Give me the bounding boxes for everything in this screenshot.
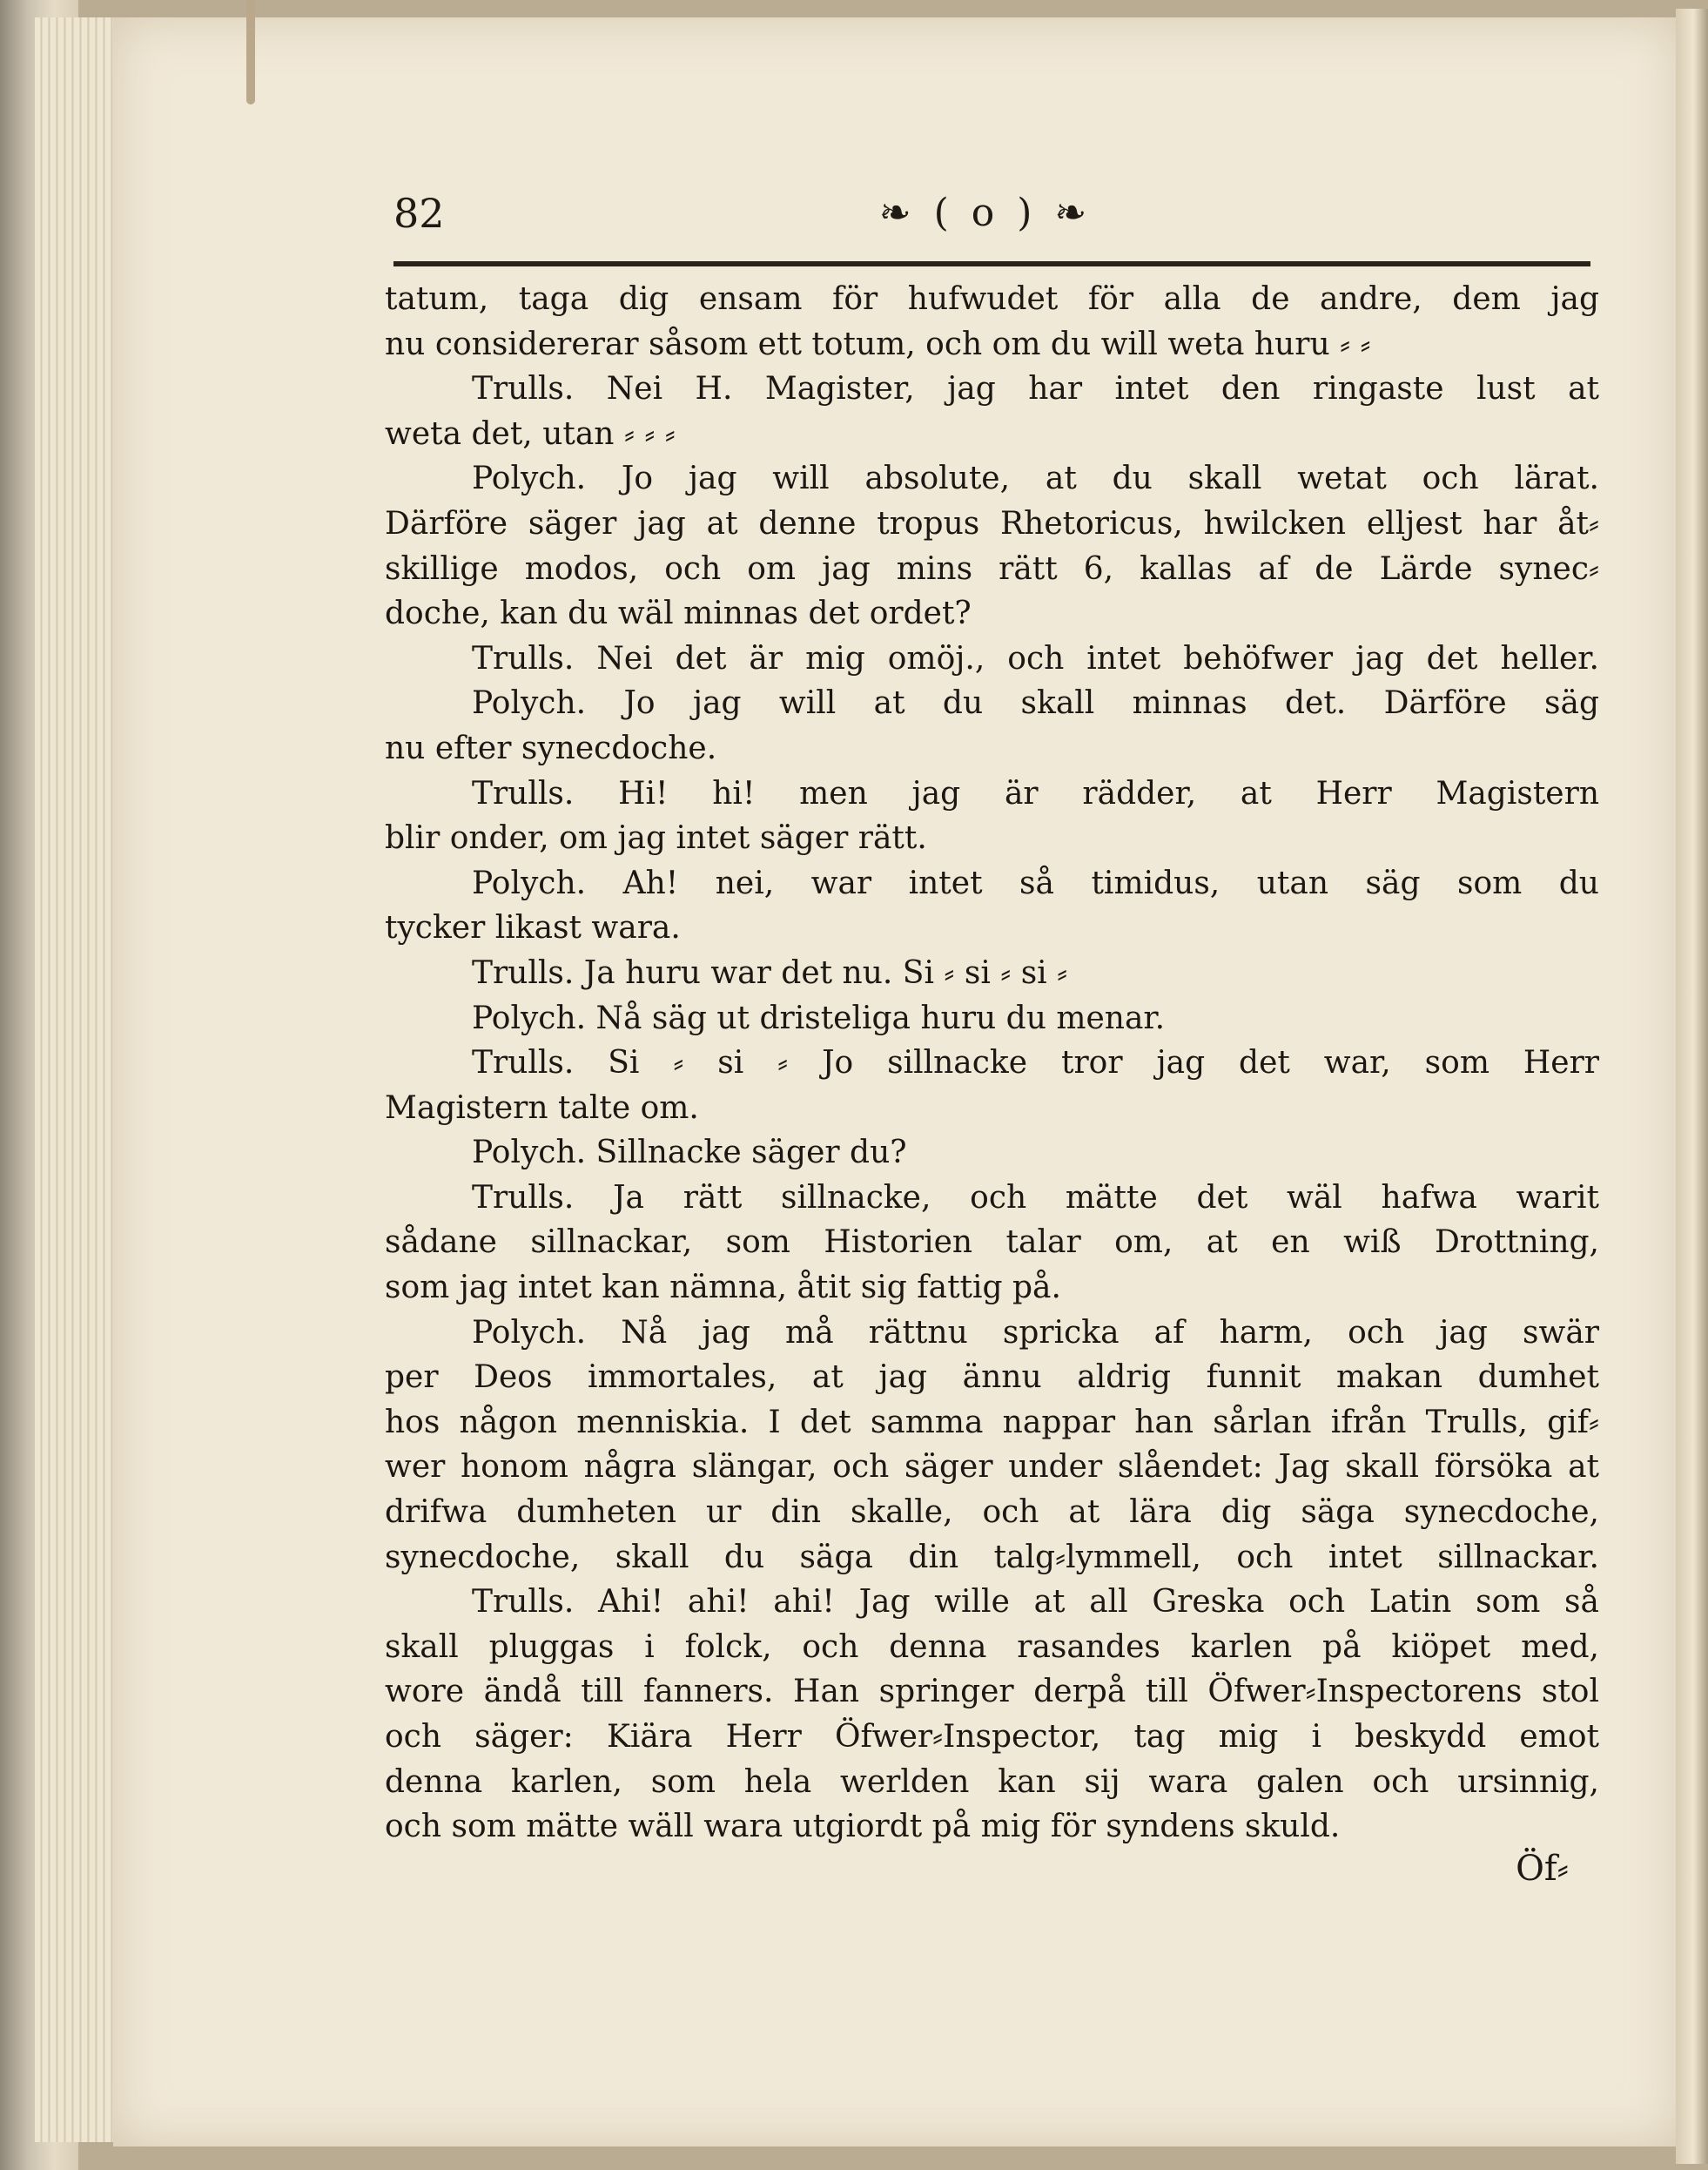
page-right-edge xyxy=(1676,9,1708,2164)
text-line: sådane sillnackar, som Historien talar om, at en wiß Drottning, xyxy=(385,1224,1599,1261)
text-line: per Deos immortales, at jag ännu aldrig funnit makan dumhet xyxy=(385,1359,1599,1396)
text-line: doche, kan du wäl minnas det ordet? xyxy=(385,596,972,632)
page-edges xyxy=(35,17,118,2142)
text-line: och säger: Kiära Herr Öfwer⸗Inspector, tag mig i beskydd emot xyxy=(385,1719,1599,1755)
text-line: drifwa dumheten ur din skalle, och at lära dig säga synecdoche, xyxy=(385,1494,1599,1531)
text-line: tycker likast wara. xyxy=(385,910,681,947)
page-number: 82 xyxy=(393,190,445,237)
text-line: Trulls. Ja rätt sillnacke, och mätte det wäl hafwa warit xyxy=(472,1179,1599,1216)
page-text xyxy=(385,277,1599,1850)
text-line: wore ändå till fanners. Han springer derpå till Öfwer⸗Inspectorens stol xyxy=(385,1674,1599,1710)
text-line: som jag intet kan nämna, åtit sig fattig på. xyxy=(385,1270,1061,1306)
text-line: nu efter synecdoche. xyxy=(385,730,717,766)
text-line: och som mätte wäll wara utgiordt på mig för syndens skuld. xyxy=(385,1809,1341,1845)
text-line: weta det, utan ⸗ ⸗ ⸗ xyxy=(385,415,676,452)
text-line: nu considererar såsom ett totum, och om du will weta huru ⸗ ⸗ xyxy=(385,326,1371,362)
text-line: tatum, taga dig ensam för hufwudet för alla de andre, dem jag xyxy=(385,281,1599,317)
text-line: Trulls. Nei det är mig omöj., och intet behöfwer jag det heller. xyxy=(472,640,1599,677)
text-line: wer honom några slängar, och säger under slåendet: Jag skall försöka at xyxy=(385,1449,1599,1486)
text-line: blir onder, om jag intet säger rätt. xyxy=(385,820,927,857)
text-line: Därföre säger jag at denne tropus Rhetoricus, hwilcken elljest har åt⸗ xyxy=(385,505,1599,542)
text-line: Polych. Jo jag will at du skall minnas det. Därföre säg xyxy=(472,685,1599,722)
text-line: Polych. Ah! nei, war intet så timidus, utan säg som du xyxy=(472,865,1599,901)
text-line: Trulls. Ja huru war det nu. Si ⸗ si ⸗ si ⸗ xyxy=(472,954,1068,991)
text-line: denna karlen, som hela werlden kan sij wara galen och ursinnig, xyxy=(385,1763,1599,1800)
text-line: Trulls. Hi! hi! men jag är rädder, at Herr Magistern xyxy=(472,775,1599,812)
header-rule xyxy=(393,261,1590,266)
text-line: Polych. Nå säg ut dristeliga huru du menar. xyxy=(472,1000,1166,1036)
text-line: Polych. Sillnacke säger du? xyxy=(472,1135,907,1171)
header-ornament: ❧ ( o ) ❧ xyxy=(878,191,1093,235)
text-line: Trulls. Nei H. Magister, jag har intet den ringaste lust at xyxy=(472,371,1599,408)
text-line: skillige modos, och om jag mins rätt 6, kallas af de Lärde synec⸗ xyxy=(385,550,1599,587)
page-header xyxy=(393,187,1595,248)
text-line: Polych. Nå jag må rättnu spricka af harm, och jag swär xyxy=(472,1314,1599,1351)
text-line: Trulls. Si ⸗ si ⸗ Jo sillnacke tror jag det war, som Herr xyxy=(472,1045,1599,1082)
text-line: Trulls. Ahi! ahi! ahi! Jag wille at all Greska och Latin som så xyxy=(472,1584,1599,1621)
text-line: hos någon menniskia. I det samma nappar han sårlan ifrån Trulls, gif⸗ xyxy=(385,1404,1599,1440)
catchword: Öf⸗ xyxy=(1516,1849,1569,1889)
bookmark-ribbon xyxy=(246,0,255,104)
text-line: Polych. Jo jag will absolute, at du skall wetat och lärat. xyxy=(472,461,1599,497)
text-line: synecdoche, skall du säga din talg⸗lymmell, och intet sillnackar. xyxy=(385,1539,1599,1575)
text-line: Magistern talte om. xyxy=(385,1089,699,1126)
text-line: skall pluggas i folck, och denna rasandes karlen på kiöpet med, xyxy=(385,1628,1599,1665)
